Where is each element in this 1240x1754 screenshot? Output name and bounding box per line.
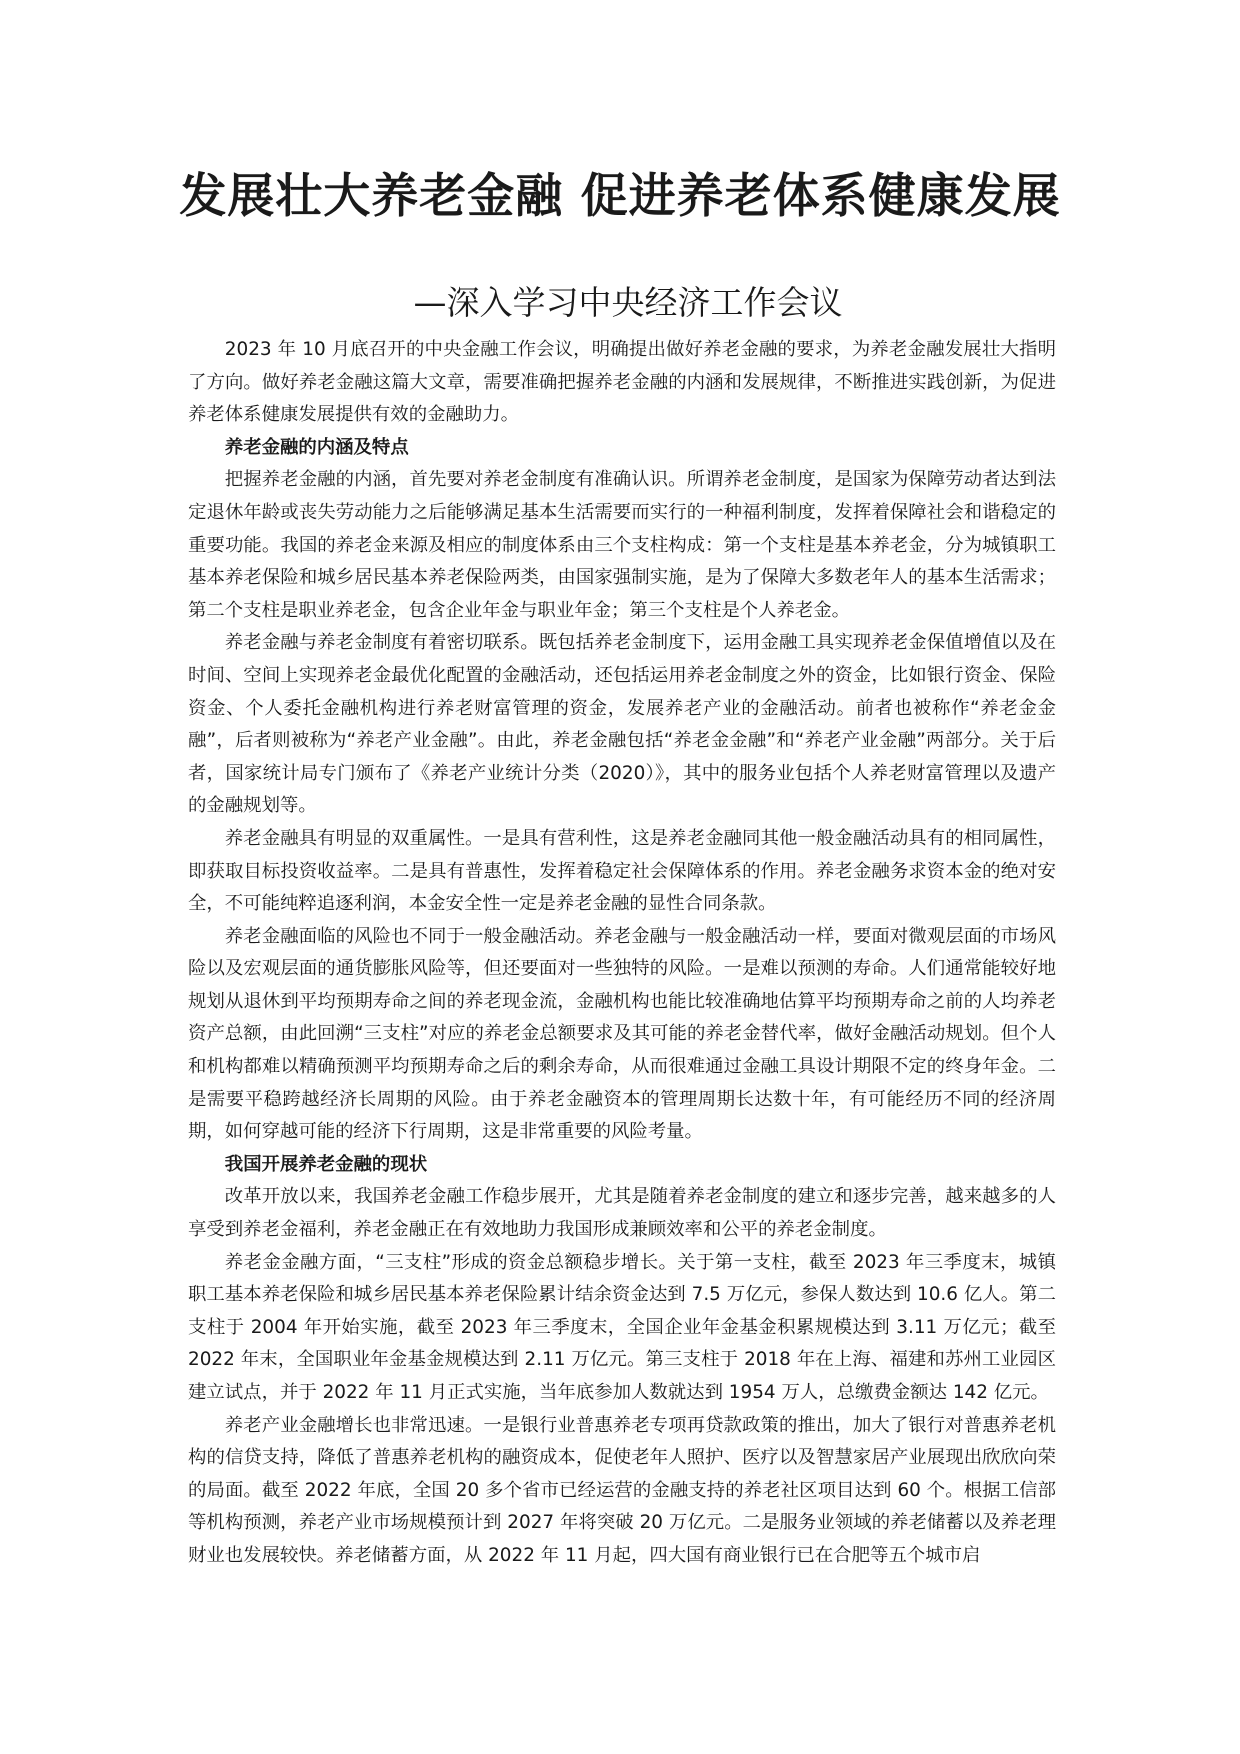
paragraph: 2023 年 10 月底召开的中央金融工作会议，明确提出做好养老金融的要求，为养老金融发展壮大指明了方向。做好养老金融这篇大文章，需要准确把握养老金融的内涵和发展规律，不断推进实践创新，为促进养老体系健康发展提供有效的金融助力。 xyxy=(188,339,1056,426)
paragraph: 养老金金融方面，“三支柱”形成的资金总额稳步增长。关于第一支柱，截至 2023 年三季度末，城镇职工基本养老保险和城乡居民基本养老保险累计结余资金达到 7.5 万亿元，参保人数达到 10.6 亿人。第二支柱于 2004 年开始实施，截至 2023 年三季度末，全国企业年金基金积累规模达到 3.11 万亿元；截至 2022 年末，全国职业年金基金规模达到 2.11 万亿元。第三支柱于 2018 年在上海、福建和苏州工业园区建立试点，并于 2022 年 11 月正式实施，当年底参加人数就达到 1954 万人，总缴费金额达 142 亿元。 xyxy=(188,1251,1056,1403)
paragraph: 养老金融具有明显的双重属性。一是具有营利性，这是养老金融同其他一般金融活动具有的相同属性，即获取目标投资收益率。二是具有普惠性，发挥着稳定社会保障体系的作用。养老金融务求资本金的绝对安全，不可能纯粹追逐利润，本金安全性一定是养老金融的显性合同条款。 xyxy=(188,827,1056,915)
document-body xyxy=(188,334,1056,1573)
document-title: 发展壮大养老金融 促进养老体系健康发展 xyxy=(179,169,1061,224)
paragraph: 把握养老金融的内涵，首先要对养老金制度有准确认识。所谓养老金制度，是国家为保障劳动者达到法定退休年龄或丧失劳动能力之后能够满足基本生活需要而实行的一种福利制度，发挥着保障社会和谐稳定的重要功能。我国的养老金来源及相应的制度体系由三个支柱构成：第一个支柱是基本养老金，分为城镇职工基本养老保险和城乡居民基本养老保险两类，由国家强制实施，是为了保障大多数老年人的基本生活需求；第二个支柱是职业养老金，包含企业年金与职业年金；第三个支柱是个人养老金。 xyxy=(188,469,1056,621)
document-subtitle: —深入学习中央经济工作会议 xyxy=(413,283,843,322)
paragraph: 养老金融与养老金制度有着密切联系。既包括养老金制度下，运用金融工具实现养老金保值增值以及在时间、空间上实现养老金最优化配置的金融活动，还包括运用养老金制度之外的资金，比如银行资金、保险资金、个人委托金融机构进行养老财富管理的资金，发展养老产业的金融活动。前者也被称作“养老金金融”，后者则被称为“养老产业金融”。由此，养老金融包括“养老金金融”和“养老产业金融”两部分。关于后者，国家统计局专门颁布了《养老产业统计分类（2020）》，其中的服务业包括个人养老财富管理以及遗产的金融规划等。 xyxy=(188,632,1056,817)
section-heading: 养老金融的内涵及特点 xyxy=(224,436,409,458)
paragraph: 养老产业金融增长也非常迅速。一是银行业普惠养老专项再贷款政策的推出，加大了银行对普惠养老机构的信贷支持，降低了普惠养老机构的融资成本，促使老年人照护、医疗以及智慧家居产业展现出欣欣向荣的局面。截至 2022 年底，全国 20 多个省市已经运营的金融支持的养老社区项目达到 60 个。根据工信部等机构预测，养老产业市场规模预计到 2027 年将突破 20 万亿元。二是服务业领域的养老储蓄以及养老理财业也发展较快。养老储蓄方面，从 2022 年 11 月起，四大国有商业银行已在合肥等五个城市启 xyxy=(188,1414,1056,1566)
paragraph: 改革开放以来，我国养老金融工作稳步展开，尤其是随着养老金制度的建立和逐步完善，越来越多的人享受到养老金福利，养老金融正在有效地助力我国形成兼顾效率和公平的养老金制度。 xyxy=(188,1186,1056,1241)
paragraph: 养老金融面临的风险也不同于一般金融活动。养老金融与一般金融活动一样，要面对微观层面的市场风险以及宏观层面的通货膨胀风险等，但还要面对一些独特的风险。一是难以预测的寿命。人们通常能较好地规划从退休到平均预期寿命之间的养老现金流，金融机构也能比较准确地估算平均预期寿命之前的人均养老资产总额，由此回溯“三支柱”对应的养老金总额要求及其可能的养老金替代率，做好金融活动规划。但个人和机构都难以精确预测平均预期寿命之后的剩余寿命，从而很难通过金融工具设计期限不定的终身年金。二是需要平稳跨越经济长周期的风险。由于养老金融资本的管理周期长达数十年，有可能经历不同的经济周期，如何穿越可能的经济下行周期，这是非常重要的风险考量。 xyxy=(188,925,1056,1143)
section-heading: 我国开展养老金融的现状 xyxy=(224,1153,428,1175)
